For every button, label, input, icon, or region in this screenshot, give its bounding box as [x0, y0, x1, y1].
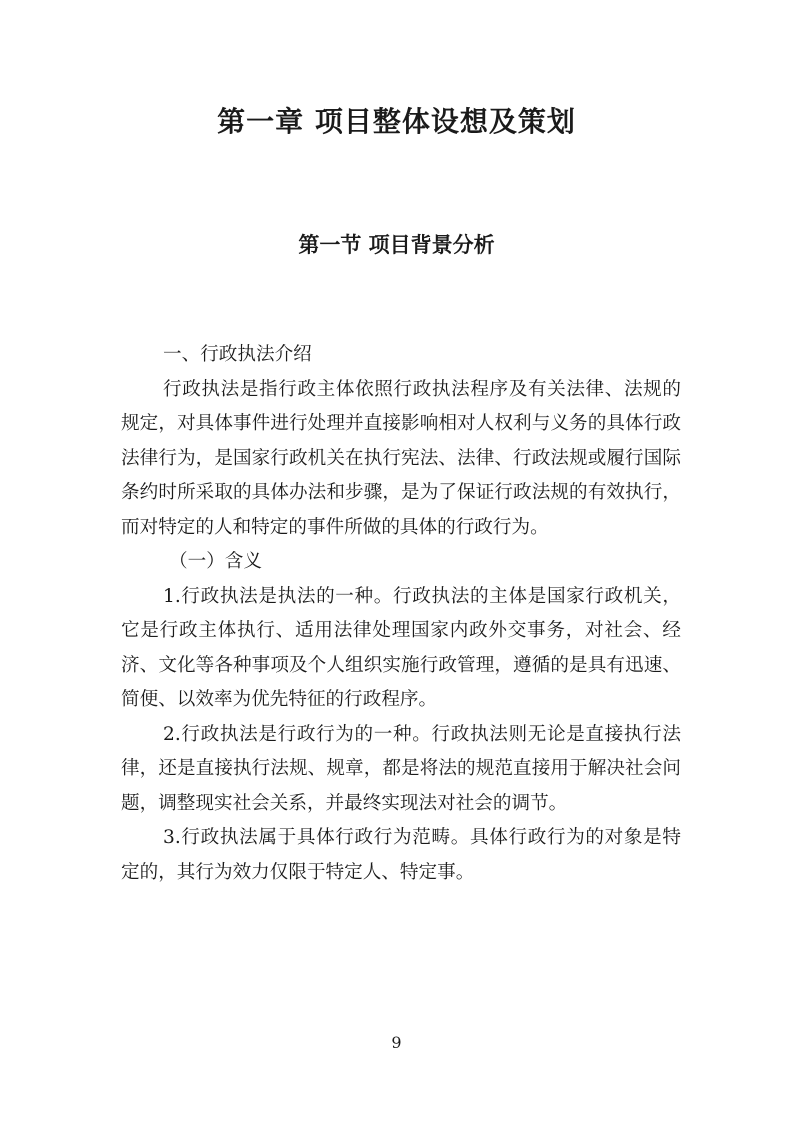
point-paragraph: 3.行政执法属于具体行政行为范畴。具体行政行为的对象是特定的，其行为效力仅限于特定人、特定事。	[121, 827, 681, 883]
body-text	[121, 338, 681, 890]
page-number: 9	[391, 1033, 402, 1052]
point-paragraph: 2.行政执法是行政行为的一种。行政执法则无论是直接执行法律，还是直接执行法规、规章，都是将法的规范直接用于解决社会问题，调整现实社会关系，并最终实现法对社会的调节。	[121, 723, 681, 814]
intro-paragraph: 行政执法是指行政主体依照行政执法程序及有关法律、法规的规定，对具体事件进行处理并直接影响相对人权利与义务的具体行政法律行为，是国家行政机关在执行宪法、法律、行政法规或履行国际条约时所采取的具体办法和步骤，是为了保证行政法规的有效执行，而对特定的人和特定的事件所做的具体的行政行为。	[121, 378, 681, 538]
chapter-title: 第一章 项目整体设想及策划	[217, 105, 576, 138]
heading-administrative-enforcement: 一、行政执法介绍	[163, 344, 312, 365]
subheading-meaning: （一）含义	[169, 551, 262, 572]
section-title: 第一节 项目背景分析	[298, 233, 495, 257]
point-paragraph: 1.行政执法是执法的一种。行政执法的主体是国家行政机关，它是行政主体执行、适用法律处理国家内政外交事务，对社会、经济、文化等各种事项及个人组织实施行政管理，遵循的是具有迅速、简便、以效率为优先特征的行政程序。	[121, 585, 681, 710]
